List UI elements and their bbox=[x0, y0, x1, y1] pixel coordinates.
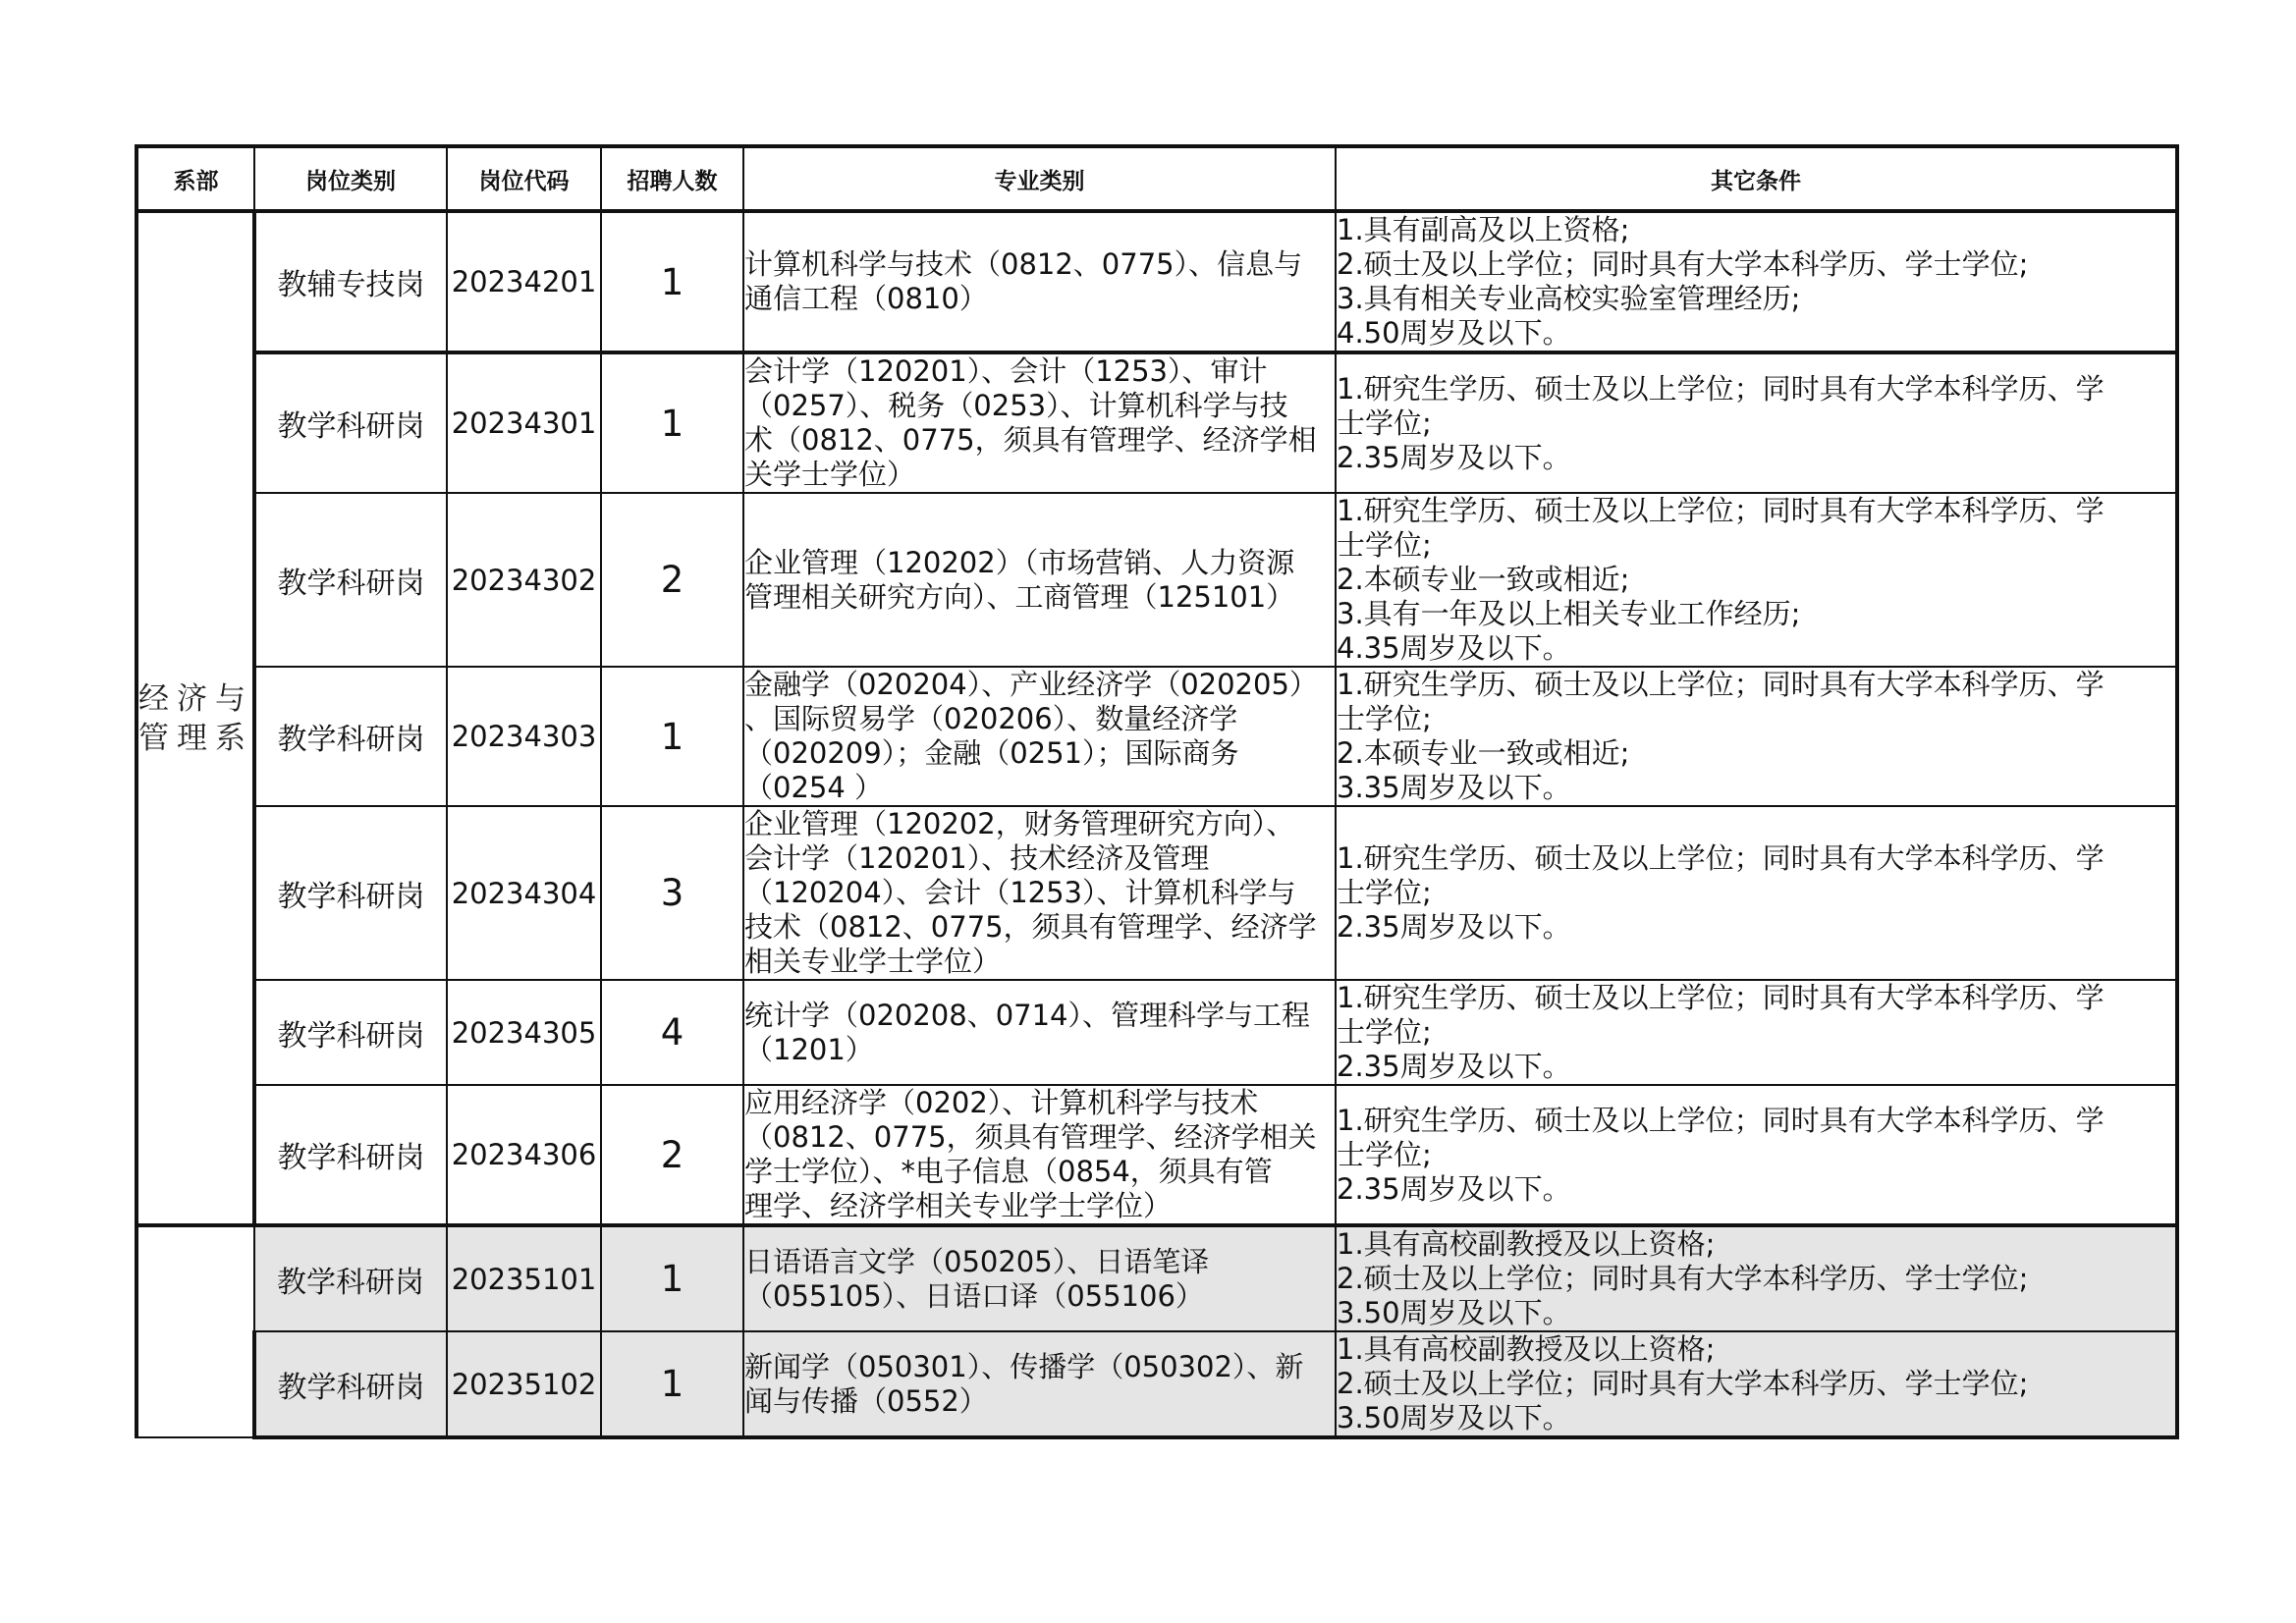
conditions-cell-line: 1.研究生学历、硕士及以上学位；同时具有大学本科学历、学 bbox=[1337, 494, 2105, 527]
table-row bbox=[137, 493, 2177, 667]
conditions-cell-line: 2.35周岁及以下。 bbox=[1337, 1171, 1571, 1206]
conditions-cell-line: 2.35周岁及以下。 bbox=[1337, 1050, 1571, 1083]
department-name-line: 管理系 bbox=[138, 720, 253, 756]
conditions-cell-line: 士学位; bbox=[1337, 406, 1432, 440]
major-cell-line: 会计学（120201）、技术经济及管理 bbox=[744, 841, 1210, 875]
conditions-cell-line: 4.50周岁及以下。 bbox=[1337, 316, 1571, 350]
position-code-cell: 20234305 bbox=[447, 980, 601, 1085]
conditions-cell-line: 1.研究生学历、硕士及以上学位；同时具有大学本科学历、学 bbox=[1337, 668, 2105, 701]
major-cell bbox=[743, 493, 1336, 667]
position-code-cell: 20234302 bbox=[447, 493, 601, 667]
position-cell: 教学科研岗 bbox=[254, 806, 447, 980]
position-cell: 教学科研岗 bbox=[254, 352, 447, 493]
table-row bbox=[137, 980, 2177, 1085]
conditions-cell-line: 2.35周岁及以下。 bbox=[1337, 910, 1571, 944]
major-cell-line: 关学士学位） bbox=[744, 458, 916, 491]
headcount-cell: 1 bbox=[601, 211, 743, 352]
conditions-cell bbox=[1336, 980, 2177, 1085]
recruitment-table bbox=[135, 144, 2179, 1439]
major-cell bbox=[743, 980, 1336, 1085]
conditions-cell-line: 2.本硕专业一致或相近; bbox=[1337, 736, 1630, 770]
position-code-cell: 20235102 bbox=[447, 1331, 601, 1437]
table-row bbox=[137, 1085, 2177, 1225]
conditions-cell bbox=[1336, 806, 2177, 980]
header-conditions: 其它条件 bbox=[1336, 146, 2177, 211]
major-cell-line: （020209）；金融（0251）；国际商务 bbox=[744, 736, 1239, 770]
major-cell-line: 相关专业学士学位） bbox=[744, 945, 1002, 978]
conditions-cell-line: 3.35周岁及以下。 bbox=[1337, 771, 1571, 804]
department-cell bbox=[137, 211, 254, 1225]
position-code-cell: 20235101 bbox=[447, 1225, 601, 1331]
conditions-cell-line: 2.硕士及以上学位；同时具有大学本科学历、学士学位; bbox=[1337, 1262, 2029, 1295]
major-cell-line: 术（0812、0775，须具有管理学、经济学相 bbox=[744, 423, 1317, 457]
major-cell-line: （120204）、会计（1253）、计算机科学与 bbox=[744, 876, 1296, 909]
major-cell-line: 日语语言文学（050205）、日语笔译 bbox=[744, 1244, 1210, 1278]
major-cell bbox=[743, 1331, 1336, 1437]
conditions-cell bbox=[1336, 667, 2177, 806]
major-cell bbox=[743, 352, 1336, 493]
conditions-cell bbox=[1336, 1085, 2177, 1225]
position-cell: 教学科研岗 bbox=[254, 493, 447, 667]
position-cell: 教学科研岗 bbox=[254, 1331, 447, 1437]
conditions-cell-line: 3.50周岁及以下。 bbox=[1337, 1401, 1571, 1434]
conditions-cell-line: 1.研究生学历、硕士及以上学位；同时具有大学本科学历、学 bbox=[1337, 371, 2105, 406]
header-major: 专业类别 bbox=[743, 146, 1336, 211]
position-cell: 教学科研岗 bbox=[254, 1225, 447, 1331]
position-code-cell: 20234303 bbox=[447, 667, 601, 806]
conditions-cell-line: 1.研究生学历、硕士及以上学位；同时具有大学本科学历、学 bbox=[1337, 1103, 2105, 1137]
headcount-cell: 3 bbox=[601, 806, 743, 980]
table-row bbox=[137, 352, 2177, 493]
conditions-cell-line: 2.35周岁及以下。 bbox=[1337, 440, 1571, 474]
major-cell-line: 会计学（120201）、会计（1253）、审计 bbox=[744, 354, 1268, 388]
conditions-cell bbox=[1336, 352, 2177, 493]
conditions-cell bbox=[1336, 1331, 2177, 1437]
table-row bbox=[137, 667, 2177, 806]
conditions-cell-line: 1.研究生学历、硕士及以上学位；同时具有大学本科学历、学 bbox=[1337, 841, 2105, 875]
major-cell-line: 技术（0812、0775，须具有管理学、经济学 bbox=[744, 910, 1317, 944]
conditions-cell-line: 1.具有副高及以上资格; bbox=[1337, 213, 1630, 246]
major-cell bbox=[743, 211, 1336, 352]
table-row bbox=[137, 806, 2177, 980]
major-cell-line: 、国际贸易学（020206）、数量经济学 bbox=[744, 702, 1238, 735]
header-code: 岗位代码 bbox=[447, 146, 601, 211]
table-row bbox=[137, 1331, 2177, 1437]
conditions-cell-line: 士学位; bbox=[1337, 528, 1432, 562]
conditions-cell-line: 1.具有高校副教授及以上资格; bbox=[1337, 1227, 1716, 1261]
major-cell-line: 管理相关研究方向）、工商管理（125101） bbox=[744, 579, 1295, 614]
headcount-cell: 2 bbox=[601, 1085, 743, 1225]
table-row bbox=[137, 211, 2177, 352]
position-code-cell: 20234201 bbox=[447, 211, 601, 352]
table-header-row bbox=[137, 146, 2177, 211]
recruitment-table-container bbox=[135, 144, 2175, 1434]
position-code-cell: 20234306 bbox=[447, 1085, 601, 1225]
major-cell-line: 理学、经济学相关专业学士学位） bbox=[744, 1189, 1173, 1222]
conditions-cell-line: 2.硕士及以上学位；同时具有大学本科学历、学士学位; bbox=[1337, 247, 2029, 281]
major-cell bbox=[743, 667, 1336, 806]
major-cell bbox=[743, 806, 1336, 980]
conditions-cell bbox=[1336, 493, 2177, 667]
major-cell-line: （055105）、日语口译（055106） bbox=[744, 1278, 1204, 1313]
department-name-line: 经济与 bbox=[138, 680, 253, 717]
department-cell bbox=[137, 1225, 254, 1437]
major-cell-line: 计算机科学与技术（0812、0775）、信息与 bbox=[744, 247, 1303, 281]
conditions-cell bbox=[1336, 211, 2177, 352]
major-cell-line: 新闻学（050301）、传播学（050302）、新 bbox=[744, 1349, 1304, 1383]
major-cell bbox=[743, 1225, 1336, 1331]
header-dept: 系部 bbox=[137, 146, 254, 211]
major-cell-line: （0254 ） bbox=[744, 771, 884, 804]
conditions-cell bbox=[1336, 1225, 2177, 1331]
conditions-cell-line: 士学位; bbox=[1337, 1015, 1432, 1049]
major-cell-line: 通信工程（0810） bbox=[744, 282, 988, 315]
conditions-cell-line: 4.35周岁及以下。 bbox=[1337, 631, 1571, 665]
conditions-cell-line: 士学位; bbox=[1337, 702, 1432, 735]
conditions-cell-line: 3.具有一年及以上相关专业工作经历; bbox=[1337, 597, 1801, 630]
header-count: 招聘人数 bbox=[601, 146, 743, 211]
conditions-cell-line: 士学位; bbox=[1337, 1137, 1432, 1171]
conditions-cell-line: 1.具有高校副教授及以上资格; bbox=[1337, 1332, 1716, 1366]
major-cell-line: 企业管理（120202，财务管理研究方向）、 bbox=[744, 807, 1295, 840]
major-cell bbox=[743, 1085, 1336, 1225]
conditions-cell-line: 2.硕士及以上学位；同时具有大学本科学历、学士学位; bbox=[1337, 1367, 2029, 1400]
headcount-cell: 4 bbox=[601, 980, 743, 1085]
position-cell: 教学科研岗 bbox=[254, 980, 447, 1085]
conditions-cell-line: 2.本硕专业一致或相近; bbox=[1337, 563, 1630, 596]
position-code-cell: 20234301 bbox=[447, 352, 601, 493]
conditions-cell-line: 3.50周岁及以下。 bbox=[1337, 1296, 1571, 1329]
headcount-cell: 1 bbox=[601, 1331, 743, 1437]
major-cell-line: 企业管理（120202）（市场营销、人力资源 bbox=[744, 545, 1295, 579]
major-cell-line: 金融学（020204）、产业经济学（020205） bbox=[744, 668, 1318, 701]
major-cell-line: 闻与传播（0552） bbox=[744, 1383, 988, 1418]
conditions-cell-line: 士学位; bbox=[1337, 876, 1432, 909]
table-row bbox=[137, 1225, 2177, 1331]
major-cell-line: （0257）、税务（0253）、计算机科学与技 bbox=[744, 389, 1288, 422]
position-cell: 教学科研岗 bbox=[254, 667, 447, 806]
conditions-cell-line: 1.研究生学历、硕士及以上学位；同时具有大学本科学历、学 bbox=[1337, 981, 2105, 1014]
headcount-cell: 1 bbox=[601, 667, 743, 806]
major-cell-line: （0812、0775，须具有管理学、经济学相关 bbox=[744, 1120, 1317, 1154]
major-cell-line: 学士学位）、*电子信息（0854，须具有管 bbox=[744, 1155, 1273, 1188]
headcount-cell: 2 bbox=[601, 493, 743, 667]
position-cell: 教辅专技岗 bbox=[254, 211, 447, 352]
header-position: 岗位类别 bbox=[254, 146, 447, 211]
position-cell: 教学科研岗 bbox=[254, 1085, 447, 1225]
headcount-cell: 1 bbox=[601, 352, 743, 493]
conditions-cell-line: 3.具有相关专业高校实验室管理经历; bbox=[1337, 282, 1801, 315]
major-cell-line: 应用经济学（0202）、计算机科学与技术 bbox=[744, 1086, 1259, 1119]
headcount-cell: 1 bbox=[601, 1225, 743, 1331]
major-cell-line: 统计学（020208、0714）、管理科学与工程 bbox=[744, 998, 1311, 1032]
position-code-cell: 20234304 bbox=[447, 806, 601, 980]
major-cell-line: （1201） bbox=[744, 1032, 874, 1066]
